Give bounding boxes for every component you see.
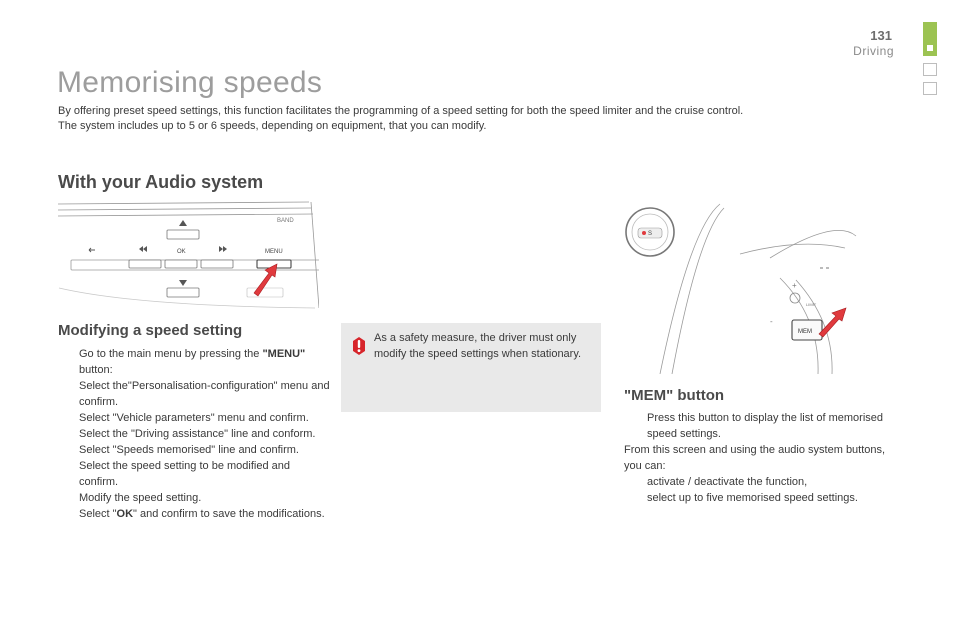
page-title: Memorising speeds [57,66,323,99]
list-item: Go to the main menu by pressing the "MENU" button: [79,348,306,376]
svg-text:-: - [770,317,773,326]
intro-line-2: The system includes up to 5 or 6 speeds, depending on equipment, that you can modify. [58,120,487,132]
mem-heading: "MEM" button [624,387,725,404]
forward-icon [223,246,227,252]
list-item: Modify the speed setting. [79,492,202,504]
list-item: Press this button to display the list of memorised speed settings. [647,412,883,440]
list-item: Select the "Driving assistance" line and conform. [79,428,316,440]
mem-paragraph: From this screen and using the audio system buttons, you can: [624,444,886,472]
list-item: Select "Vehicle parameters" menu and confirm. [79,412,309,424]
intro-line-1: By offering preset speed settings, this function facilitates the programming of a speed setting for both the speed limiter and the cruise control. [58,105,744,117]
ok-label: OK [177,249,186,255]
up-arrow-button [167,220,199,239]
rewind-icon [139,246,143,252]
safety-warning-box [341,323,601,412]
list-item: Select "OK" and confirm to save the modifications. [79,508,325,520]
list-item: activate / deactivate the function, [647,476,808,488]
exclamation-icon [349,336,369,356]
chapter-tab-empty-2[interactable] [923,82,937,95]
chapter-tab-empty-1[interactable] [923,63,937,76]
list-item: Select the"Personalisation-configuration" menu and confirm. [79,380,330,408]
wheel-mem-label: MEM [798,329,812,335]
mem-section-body [624,410,899,506]
steering-wheel-illustration [620,198,860,374]
svg-text:+: + [792,281,797,290]
wheel-thumbnail [626,208,674,256]
page-number: 131 [870,28,892,43]
audio-console-illustration [57,198,319,310]
menu-label: MENU [265,249,283,255]
list-item: Select "Speeds memorised" line and confirm. [79,444,299,456]
back-icon [89,248,95,252]
mem-button [792,320,822,340]
wheel-limit-label: LIMIT [806,302,817,307]
list-item: select up to five memorised speed settings. [647,492,858,504]
chapter-tab[interactable] [923,22,937,56]
modify-heading: Modifying a speed setting [58,322,243,339]
audio-section-heading: With your Audio system [58,172,264,192]
intro-paragraph [58,104,798,134]
band-label: BAND [277,218,294,224]
section-name: Driving [853,44,894,58]
warning-text: As a safety measure, the driver must only modify the speed settings when stationary. [374,332,582,360]
modify-steps-list [58,346,330,522]
list-item: Select the speed setting to be modified and confirm. [79,460,290,488]
chapter-marker-icon [927,45,933,51]
wheel-s-label: S [648,231,653,237]
down-arrow-button [167,280,199,297]
